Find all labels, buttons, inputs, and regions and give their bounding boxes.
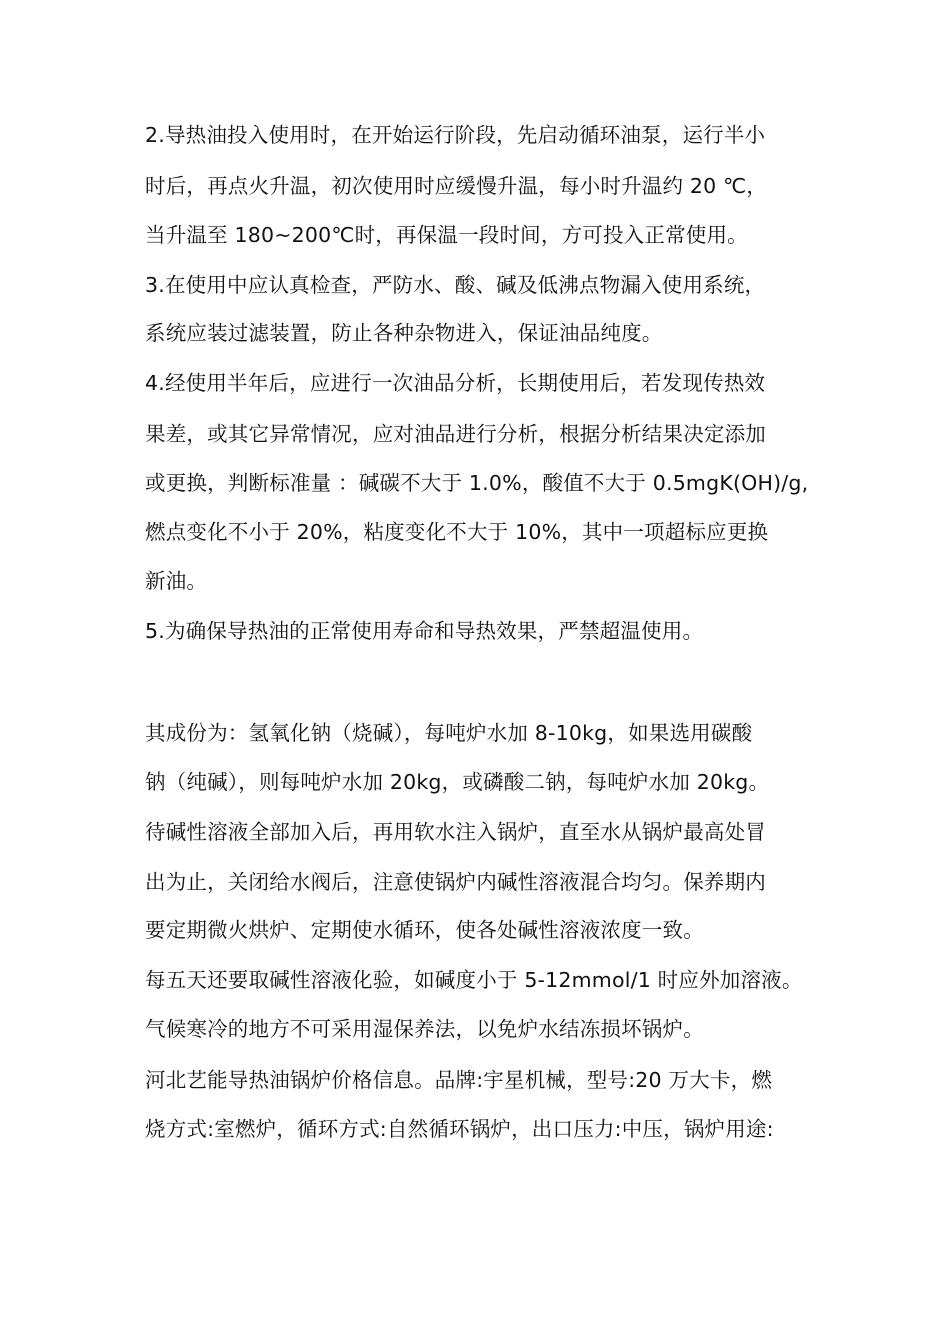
- paragraph-line: 燃点变化不小于 20%，粘度变化不大于 10%，其中一项超标应更换: [145, 520, 769, 544]
- paragraph-line: 4.经使用半年后，应进行一次油品分析，长期使用后，若发现传热效: [145, 371, 766, 395]
- paragraph-line: 3.在使用中应认真检查，严防水、酸、碱及低沸点物漏入使用系统，: [145, 273, 766, 297]
- paragraph-line: 系统应装过滤装置，防止各种杂物进入，保证油品纯度。: [145, 321, 663, 345]
- paragraph-line: 或更换，判断标准量 ：碱碳不大于 1.0%，酸值不大于 0.5mgK(OH)/g,: [145, 471, 809, 495]
- paragraph-line: 其成份为：氢氧化钠（烧碱），每吨炉水加 8-10kg，如果选用碳酸: [145, 721, 753, 745]
- paragraph-line: 要定期微火烘炉、定期使水循环，使各处碱性溶液浓度一致。: [145, 918, 704, 942]
- paragraph-line: 烧方式:室燃炉，循环方式:自然循环锅炉，出口压力:中压，锅炉用途:: [145, 1117, 774, 1141]
- paragraph-line: 气候寒冷的地方不可采用湿保养法，以免炉水结冻损坏锅炉。: [145, 1017, 704, 1041]
- paragraph-line: 5.为确保导热油的正常使用寿命和导热效果，严禁超温使用。: [145, 619, 704, 643]
- paragraph-line: 河北艺能导热油锅炉价格信息。品牌:宇星机械，型号:20 万大卡，燃: [145, 1068, 773, 1092]
- paragraph-line: 当升温至 180~200℃时，再保温一段时间，方可投入正常使用。: [145, 223, 748, 247]
- paragraph-line: 出为止，关闭给水阀后，注意使锅炉内碱性溶液混合均匀。保养期内: [145, 870, 766, 894]
- paragraph-line: 时后，再点火升温，初次使用时应缓慢升温，每小时升温约 20 ℃，: [145, 174, 768, 198]
- paragraph-line: 新油。: [145, 569, 208, 593]
- paragraph-line: 果差，或其它异常情况，应对油品进行分析，根据分析结果决定添加: [145, 422, 766, 446]
- paragraph-line: 钠（纯碱），则每吨炉水加 20kg，或磷酸二钠，每吨炉水加 20kg。: [145, 770, 770, 794]
- paragraph-line: 每五天还要取碱性溶液化验，如碱度小于 5-12mmol/1 时应外加溶液。: [145, 968, 803, 992]
- paragraph-line: 2.导热油投入使用时，在开始运行阶段，先启动循环油泵，运行半小: [145, 123, 766, 147]
- paragraph-line: 待碱性溶液全部加入后，再用软水注入锅炉，直至水从锅炉最高处冒: [145, 820, 766, 844]
